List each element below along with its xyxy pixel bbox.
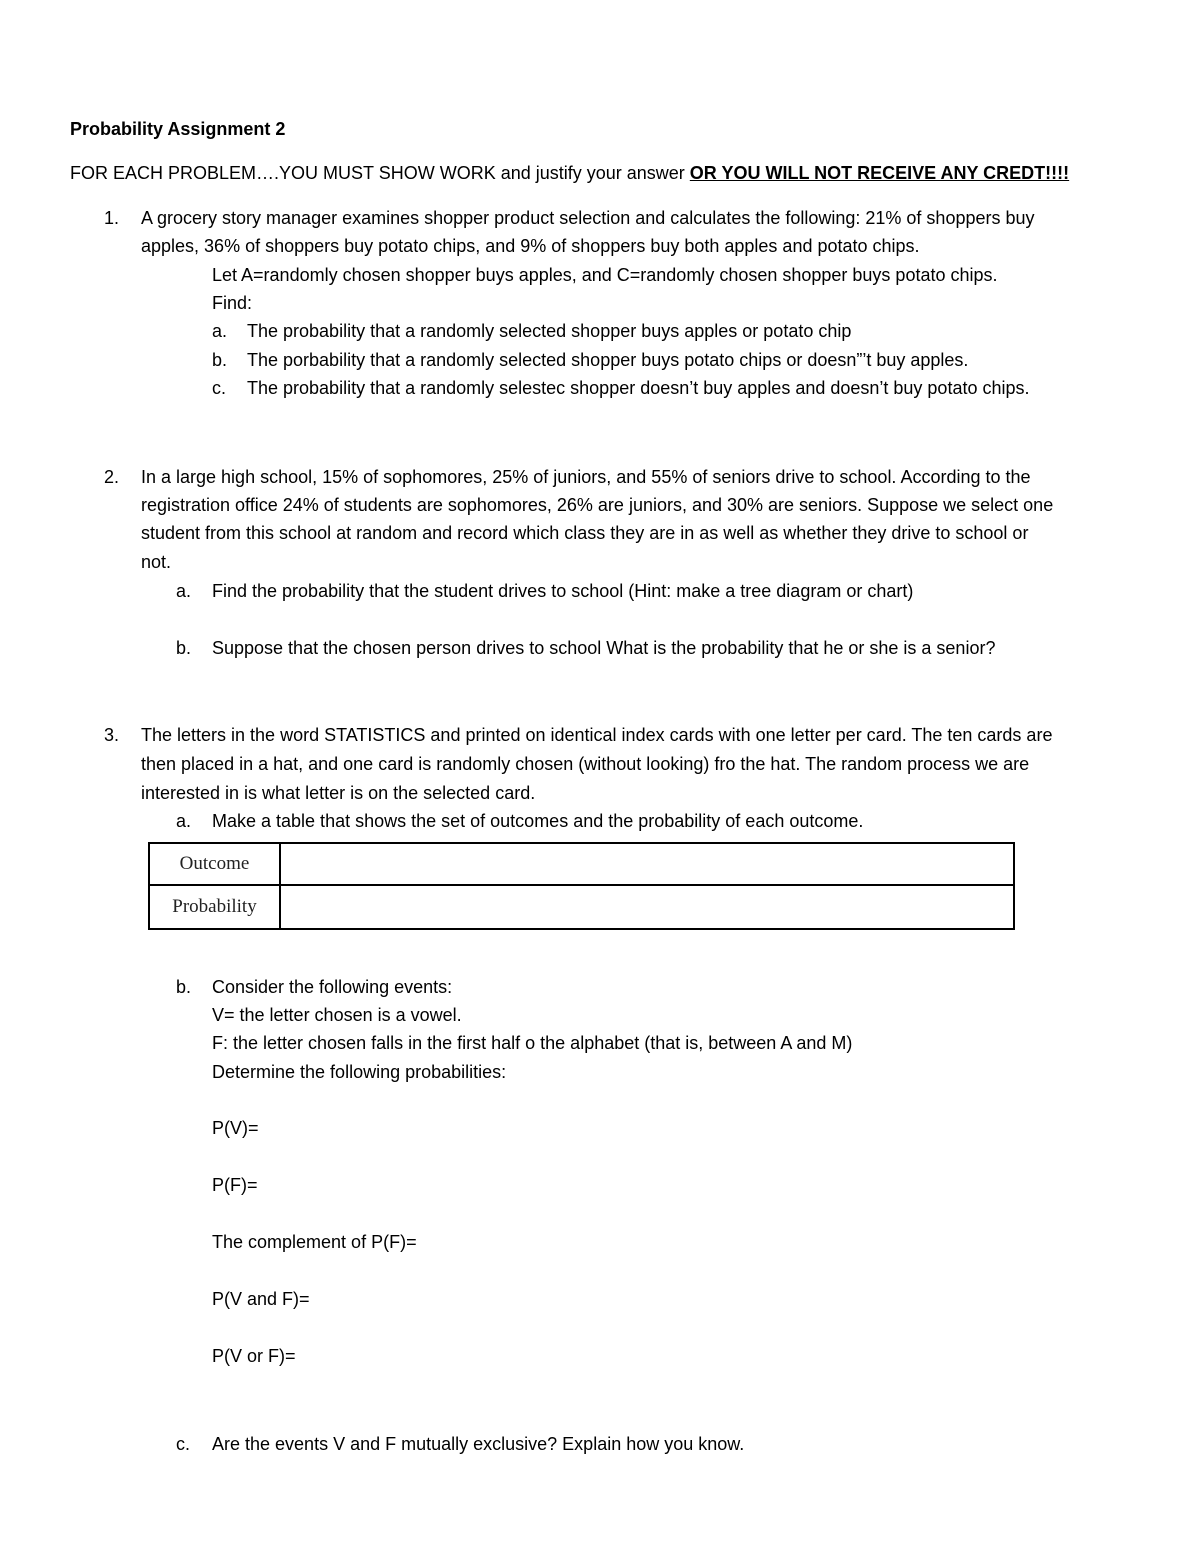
page-title: Probability Assignment 2 [70, 119, 286, 139]
outcome-header: Outcome [149, 843, 280, 885]
outcome-row [149, 843, 1014, 885]
q3b-label: b. [176, 977, 192, 997]
q1b-label: b. [212, 350, 228, 370]
instructions-text: FOR EACH PROBLEM….YOU MUST SHOW WORK and justify your answer [70, 163, 690, 183]
q2-line-4: not. [141, 552, 172, 572]
prob-v-and-f: P(V and F)= [212, 1289, 310, 1309]
outcome-cell[interactable] [280, 843, 1014, 885]
q3b-line-3: F: the letter chosen falls in the first half o the alphabet (that is, between A and M) [212, 1033, 853, 1053]
q3b-line-2: V= the letter chosen is a vowel. [212, 1005, 462, 1025]
q1-line-2: apples, 36% of shoppers buy potato chips, and 9% of shoppers buy both apples and potato chips. [141, 236, 920, 256]
q1-line-1: A grocery story manager examines shopper product selection and calculates the following: 21% of shoppers buy [141, 208, 1035, 228]
prob-v-or-f: P(V or F)= [212, 1346, 296, 1366]
prob-p-f: P(F)= [212, 1175, 258, 1195]
q3c-text: Are the events V and F mutually exclusive? Explain how you know. [212, 1434, 745, 1454]
q2-line-1: In a large high school, 15% of sophomores, 25% of juniors, and 55% of seniors drive to school. According to the [141, 467, 1031, 487]
q2-number: 2. [104, 467, 120, 487]
q3b-line-4: Determine the following probabilities: [212, 1062, 507, 1082]
q1b-text: The porbability that a randomly selected shopper buys potato chips or doesn”’t buy apples. [247, 350, 969, 370]
q2a-label: a. [176, 581, 192, 601]
q3a-label: a. [176, 811, 192, 831]
q1c-text: The probability that a randomly selestec shopper doesn’t buy apples and doesn’t buy potato chips. [247, 378, 1030, 398]
q3b-line-1: Consider the following events: [212, 977, 453, 997]
q1-number: 1. [104, 208, 120, 228]
q3-line-3: interested in is what letter is on the selected card. [141, 783, 536, 803]
prob-p-v: P(V)= [212, 1118, 259, 1138]
prob-complement-f: The complement of P(F)= [212, 1232, 417, 1252]
instructions [70, 162, 1069, 184]
q1c-label: c. [212, 378, 227, 398]
q1-let: Let A=randomly chosen shopper buys apples, and C=randomly chosen shopper buys potato chips. [212, 265, 998, 285]
q2b-label: b. [176, 638, 192, 658]
q3-line-2: then placed in a hat, and one card is randomly chosen (without looking) fro the hat. The random process we are [141, 754, 1030, 774]
q1-find: Find: [212, 293, 253, 313]
q3a-text: Make a table that shows the set of outcomes and the probability of each outcome. [212, 811, 864, 831]
q3c-label: c. [176, 1434, 191, 1454]
q2-line-2: registration office 24% of students are sophomores, 26% are juniors, and 30% are seniors. Suppose we select one [141, 495, 1054, 515]
probability-cell[interactable] [280, 885, 1014, 929]
q2b-text: Suppose that the chosen person drives to school What is the probability that he or she is a senior? [212, 638, 996, 658]
instructions-warning: OR YOU WILL NOT RECEIVE ANY CREDT!!!! [689, 163, 1070, 183]
q3-number: 3. [104, 725, 120, 745]
q2a-text: Find the probability that the student drives to school (Hint: make a tree diagram or chart) [212, 581, 914, 601]
q1a-text: The probability that a randomly selected shopper buys apples or potato chip [247, 321, 852, 341]
probability-row [149, 885, 1014, 929]
outcome-table [148, 842, 1015, 930]
q1a-label: a. [212, 321, 228, 341]
q2-line-3: student from this school at random and record which class they are in as well as whether they drive to school or [141, 523, 1029, 543]
q3-line-1: The letters in the word STATISTICS and printed on identical index cards with one letter per card. The ten cards are [141, 725, 1053, 745]
probability-header: Probability [149, 885, 280, 929]
